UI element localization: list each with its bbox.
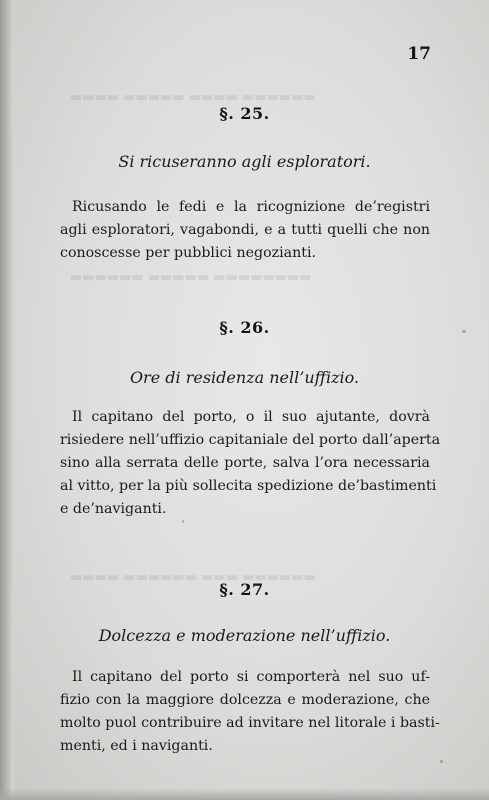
- paragraph-line: Il capitano del porto, o il suo ajutante, dovrà: [72, 409, 430, 425]
- paragraph-line: conoscesse per pubblici negozianti.: [60, 245, 316, 261]
- section-paragraph: [60, 666, 440, 758]
- paper-speck: [440, 760, 443, 763]
- paragraph-line: fizio con la maggiore dolcezza e moderazione, che: [60, 692, 430, 708]
- section-title: Dolcezza e moderazione nell’uffizio.: [98, 626, 391, 645]
- section-title: Si ricuseranno agli esploratori.: [118, 152, 371, 171]
- section-title: Ore di residenza nell’uffizio.: [129, 368, 360, 387]
- paragraph-line: al vitto, per la più sollecita spedizione de’bastimenti: [60, 478, 437, 494]
- show-through: ▬▬▬▬ ▬▬▬▬▬▬ ▬▬▬ ▬▬▬▬▬▬: [70, 570, 316, 585]
- section-paragraph: [60, 196, 430, 265]
- paragraph-line: Ricusando le fedi e la ricognizione de’registri: [72, 199, 430, 215]
- show-through: ▬▬▬▬ ▬▬▬▬▬ ▬▬▬▬ ▬▬▬▬▬▬: [70, 90, 316, 105]
- section-number: §. 27.: [219, 580, 270, 599]
- show-through: ▬▬▬▬▬▬ ▬▬▬▬▬ ▬▬▬▬▬▬▬▬: [70, 270, 312, 285]
- section-paragraph: [60, 406, 441, 521]
- paragraph-line: menti, ed i naviganti.: [60, 738, 213, 754]
- paragraph-line: risiedere nell’uffizio capitaniale del porto dall’aperta: [60, 432, 441, 448]
- paragraph-line: sino alla serrata delle porte, salva l’ora necessaria: [60, 455, 430, 471]
- paragraph-line: molto puol contribuire ad invitare nel litorale i basti-: [60, 715, 440, 731]
- page-number: 17: [407, 44, 431, 64]
- paragraph-line: e de’naviganti.: [60, 501, 167, 517]
- section-number: §. 25.: [219, 104, 270, 123]
- paragraph-line: Il capitano del porto si comporterà nel suo uf-: [72, 669, 430, 685]
- page-bottom-shadow: [0, 788, 489, 800]
- paragraph-line: agli esploratori, vagabondi, e a tutti quelli che non: [60, 222, 430, 238]
- section-number: §. 26.: [219, 318, 270, 337]
